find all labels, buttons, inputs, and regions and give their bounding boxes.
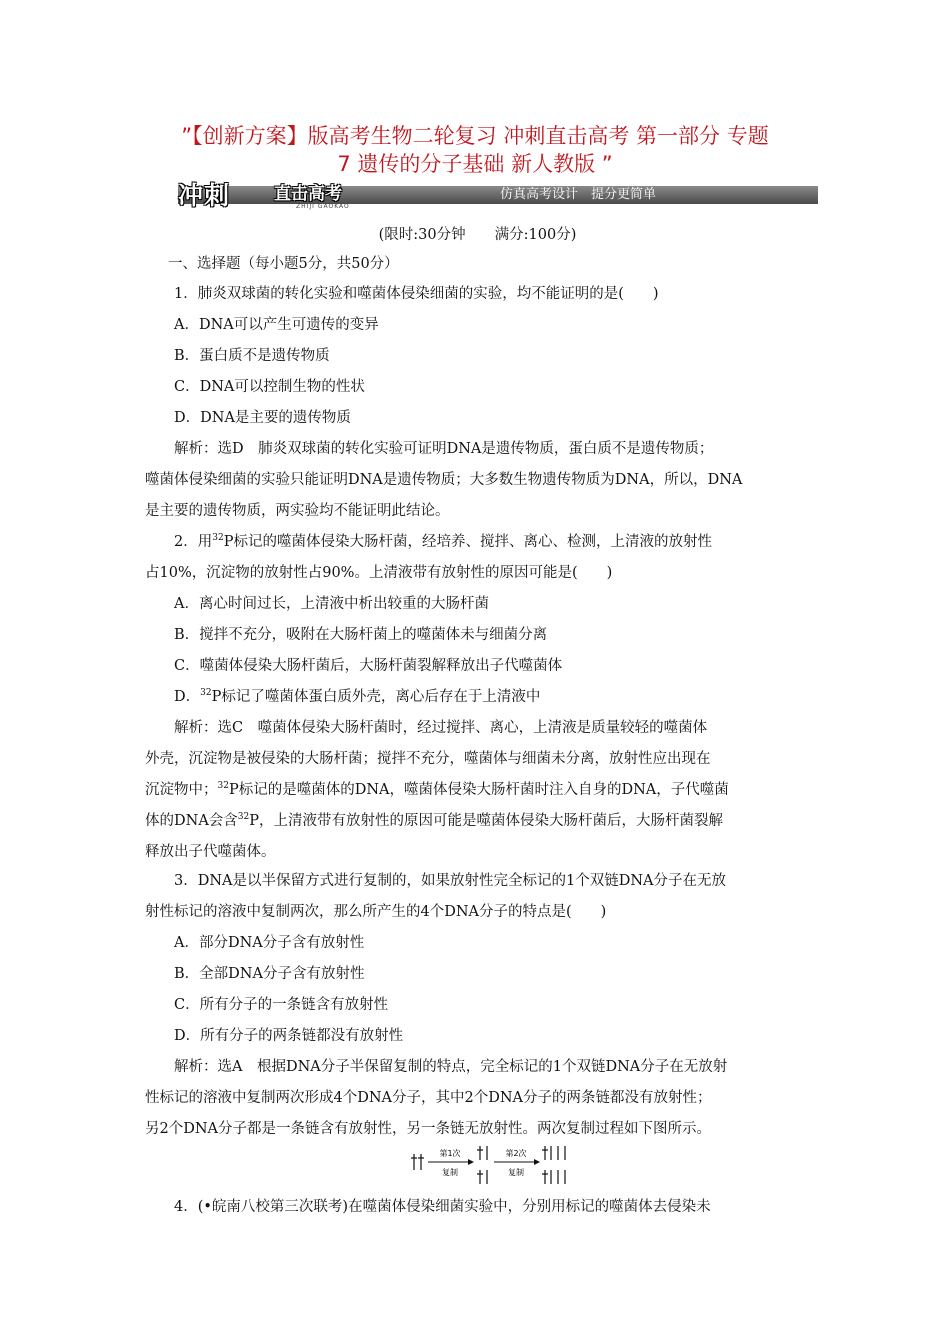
replication-arrow-2 [494,1148,540,1177]
q2-option-a: A．离心时间过长，上清液中析出较重的大肠杆菌 [174,596,489,612]
replication-diagram [410,1144,570,1192]
banner-slogan: 仿真高考设计 提分更简单 [500,187,657,202]
q2-stem-line-2: 占10%，沉淀物的放射性占90%。上清液带有放射性的原因可能是( ) [145,565,613,581]
q2-stem-prefix: 2．用 [174,534,213,550]
q3-option-c: C．所有分子的一条链含有放射性 [174,997,389,1013]
q2-stem-line-1 [174,527,839,558]
arrow-1-label-bottom: 复制 [442,1168,458,1177]
isotope-superscript: 32 [217,781,229,791]
q2-ex3-prefix: 沉淀物中； [145,782,218,798]
q2-explanation-line-2: 外壳，沉淀物是被侵染的大肠杆菌；搅拌不充分，噬菌体与细菌未分离，放射性应出现在 [145,751,711,767]
section-banner [178,182,818,210]
arrow-1-label-top: 第1次 [439,1149,461,1158]
q2-explanation-line-5: 释放出子代噬菌体。 [145,844,276,860]
q1-option-c: C．DNA可以控制生物的性状 [174,379,365,395]
q2-explanation-line-4 [145,806,810,837]
q1-explanation-line-1: 解析：选D 肺炎双球菌的转化实验可证明DNA是遗传物质，蛋白质不是遗传物质； [174,441,714,457]
q2-option-d [174,682,839,713]
q2-option-d-text: P标记了噬菌体蛋白质外壳，离心后存在于上清液中 [211,689,541,705]
q2-option-c: C．噬菌体侵染大肠杆菌后，大肠杆菌裂解释放出子代噬菌体 [174,658,563,674]
q1-explanation-line-3: 是主要的遗传物质，两实验均不能证明此结论。 [145,503,450,519]
time-limit: (限时:30分钟 满分:100分) [378,227,577,243]
q4-stem-line-1: 4．(•皖南八校第三次联考)在噬菌体侵染细菌实验中，分别用标记的噬菌体去侵染未 [174,1199,711,1215]
isotope-superscript: 32 [212,533,224,543]
q3-option-a: A．部分DNA分子含有放射性 [174,935,365,951]
banner-pinyin: ZHIJI GAOKAO [296,203,350,210]
q2-ex4-text: P，上清液带有放射性的原因可能是噬菌体侵染大肠杆菌后，大肠杆菌裂解 [249,813,724,829]
q2-ex3-text: P标记的是噬菌体的DNA，噬菌体侵染大肠杆菌时注入自身的DNA，子代噬菌 [228,782,729,798]
document-title-line-2: 7 遗传的分子基础 新人教版 ” [337,152,613,176]
parent-dna [411,1154,424,1170]
q3-explanation-line-2: 性标记的溶液中复制两次形成4个DNA分子，其中2个DNA分子的两条链都没有放射性； [145,1090,712,1106]
q3-option-b: B．全部DNA分子含有放射性 [174,966,365,982]
q1-option-d: D．DNA是主要的遗传物质 [174,410,351,426]
q3-explanation-line-1: 解析：选A 根据DNA分子半保留复制的特点，完全标记的1个双链DNA分子在无放射 [174,1059,728,1075]
q3-stem-line-1: 3．DNA是以半保留方式进行复制的，如果放射性完全标记的1个双链DNA分子在无放 [174,873,727,889]
q1-option-a: A．DNA可以产生可遗传的变异 [174,317,379,333]
replication-arrow-1 [428,1148,474,1177]
q1-stem: 1．肺炎双球菌的转化实验和噬菌体侵染细菌的实验，均不能证明的是( ) [174,286,659,302]
banner-left-label: 冲刺 [178,181,231,210]
first-generation-dna [477,1146,487,1184]
isotope-superscript: 32 [237,812,250,822]
document-title-line-1: ”【创新方案】版高考生物二轮复习 冲刺直击高考 第一部分 专题 [181,124,769,148]
second-generation-dna [542,1146,565,1184]
q1-explanation-line-2: 噬菌体侵染细菌的实验只能证明DNA是遗传物质；大多数生物遗传物质为DNA，所以，DNA [145,472,743,488]
q2-option-b: B．搅拌不充分，吸附在大肠杆菌上的噬菌体未与细菌分离 [174,627,548,643]
arrow-2-label-top: 第2次 [505,1149,527,1158]
q1-option-b: B．蛋白质不是遗传物质 [174,348,330,364]
q2-explanation-line-3 [145,775,810,806]
isotope-superscript: 32 [200,688,212,698]
section-heading: 一、选择题（每小题5分，共50分） [168,256,399,272]
q2-stem-suffix: P标记的噬菌体侵染大肠杆菌，经培养、搅拌、离心、检测，上清液的放射性 [223,534,712,550]
q2-option-d-prefix: D． [174,689,201,705]
arrow-2-label-bottom: 复制 [508,1168,524,1177]
q2-explanation-line-1: 解析：选C 噬菌体侵染大肠杆菌时，经过搅拌、离心，上清液是质量较轻的噬菌体 [174,720,708,736]
q3-explanation-line-3: 另2个DNA分子都是一条链含有放射性，另一条链无放射性。两次复制过程如下图所示。 [145,1121,712,1137]
q2-ex4-prefix: 体的DNA会含 [145,813,238,829]
q3-option-d: D．所有分子的两条链都没有放射性 [174,1028,404,1044]
banner-mid-label: 直击高考 [274,184,342,204]
q3-stem-line-2: 射性标记的溶液中复制两次，那么所产生的4个DNA分子的特点是( ) [145,904,607,920]
